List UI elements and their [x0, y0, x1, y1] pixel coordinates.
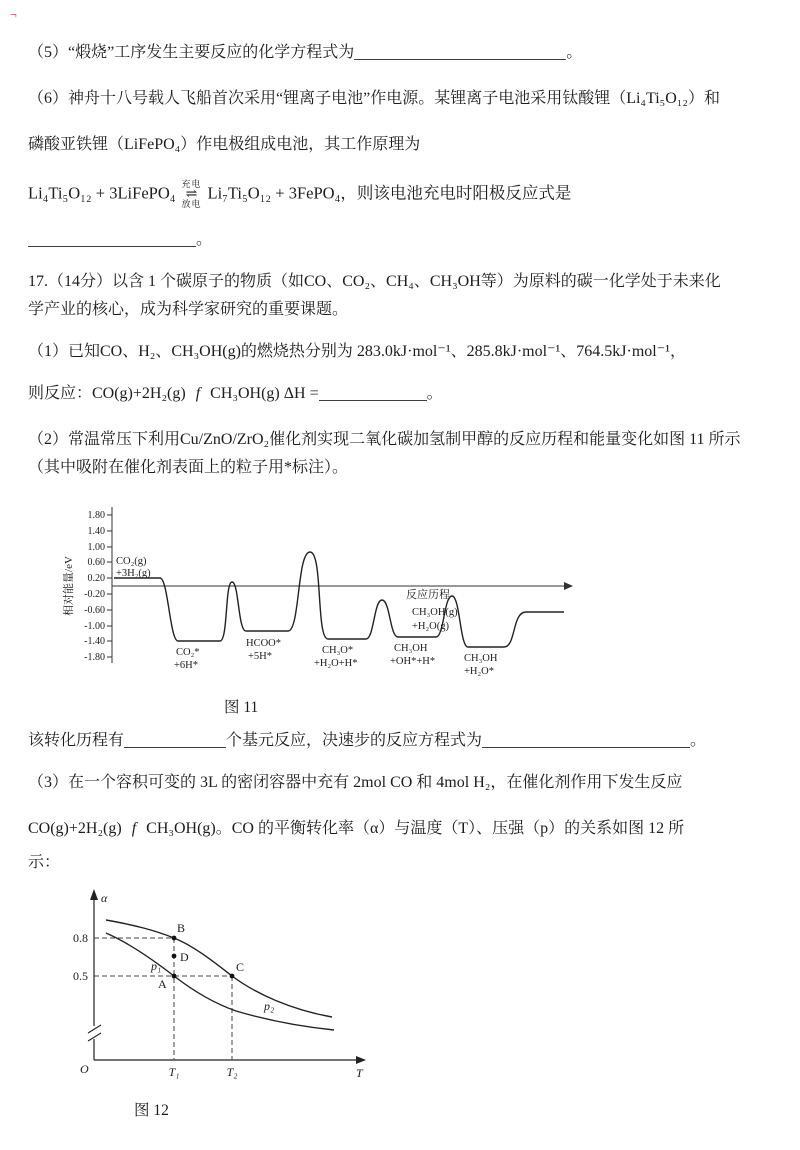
fig11-ytick: -1.00 [84, 621, 105, 632]
fig11-energy-diagram [60, 491, 590, 691]
q17-part1-line1: （1）已知CO、H₂、CH₃OH(g)的燃烧热分别为 283.0kJ·mol⁻¹、285.8kJ·mol⁻¹、764.5kJ·mol⁻¹， [28, 343, 686, 360]
fig11-ytick: -0.60 [84, 605, 105, 616]
fig12-label-B: B [177, 921, 186, 935]
after-fig11-text-a: 该转化历程有 [28, 732, 125, 749]
q17-part3-line2 [28, 818, 774, 840]
fig12-point-B [172, 936, 177, 941]
fig12-caption: 图 12 [134, 1102, 169, 1119]
answer-blank-q16-5 [354, 43, 566, 60]
fig11-label-start-2: +3H₂(g) [116, 568, 151, 579]
fig12-xtick-T1: T₁ [168, 1065, 180, 1079]
figure-12 [44, 880, 774, 1097]
fig12-label-C: C [236, 960, 245, 974]
fig11-label-ch3o-1: CH₃O* [322, 645, 354, 656]
fig11-x-axis-label: 反应历程 [406, 589, 450, 601]
equilibrium-arrow-icon: ⇌ [185, 187, 198, 202]
reaction-arrow-glyph: f [131, 820, 137, 837]
fig12-label-p1: p₁ [151, 959, 162, 973]
answer-blank-deltaH [319, 384, 427, 401]
q17-part3-reaction-left: CO(g)+2H₂(g) [28, 820, 122, 837]
fig12-dashed-guides [94, 938, 232, 1060]
fig12-label-A: A [158, 977, 167, 991]
q17-part2-line1: （2）常温常压下利用Cu/ZnO/ZrO₂催化剂实现二氧化碳加氢制甲醇的反应历程和能量变化如图 11 所示 [28, 431, 741, 448]
fig11-ytick: -1.80 [84, 652, 105, 663]
q16-item6-line2: 磷酸亚铁锂（LiFePO₄）作电极组成电池，其工作原理为 [28, 136, 421, 153]
fig12-x-axis-arrow-icon [356, 1056, 366, 1064]
q17-part3-line1: （3）在一个容积可变的 3L 的密闭容器中充有 2mol CO 和 4mol H₂，在催化剂作用下发生反应 [28, 774, 683, 791]
fig11-label-co2ads-1: CO₂* [176, 647, 200, 658]
fig11-y-axis-label: 相对能量/eV [63, 556, 75, 616]
fig11-ytick: 0.20 [87, 573, 105, 584]
fig12-origin-label: O [80, 1062, 89, 1076]
q17-part1-line2 [28, 383, 774, 405]
fig11-ytick: 1.40 [87, 526, 105, 537]
q17-after-fig11-line [28, 730, 774, 752]
q17-part1-period: 。 [426, 385, 443, 402]
fig11-ytick: -0.20 [84, 589, 105, 600]
q17-stem-line1: 17.（14分）以含 1 个碳原子的物质（如CO、CO₂、CH₄、CH₃OH等）为原料的碳一化学处于未来化 [28, 273, 721, 290]
fig12-xtick-T2: T₂ [226, 1065, 238, 1079]
fig12-curve-p1 [106, 920, 332, 1017]
fig11-label-ch3oh-h2o-1: CH₃OH [464, 653, 498, 664]
figure-11 [60, 491, 774, 696]
battery-equation-right: Li₇Ti₅O₁₂ + 3FePO₄ [207, 183, 341, 203]
answer-blank-elementary-steps [124, 731, 226, 748]
fig12-point-D [172, 954, 177, 959]
q16-item5-period: 。 [566, 44, 583, 61]
fig12-axis-break-icon [88, 1025, 101, 1041]
fig11-ytick: 1.80 [87, 510, 105, 521]
fig11-label-final-2: +H₂O(g) [412, 621, 449, 632]
q17-part2-line2: （其中吸附在催化剂表面上的粒子用*标注）。 [28, 459, 349, 476]
fig12-point-A [172, 974, 177, 979]
fig11-station-labels [116, 556, 498, 677]
q16-item5-line [28, 42, 774, 64]
fig12-y-axis-arrow-icon [90, 889, 98, 900]
fig11-label-ch3oh-oh-2: +OH*+H* [390, 656, 436, 667]
after-fig11-period: 。 [690, 732, 707, 749]
charge-label: 充电 [181, 179, 202, 189]
q16-item6-answer-line [28, 229, 774, 251]
discharge-label: 放电 [181, 199, 202, 209]
fig12-ytick-05: 0.5 [73, 969, 88, 983]
q17-part1-reaction-right: CH₃OH(g) ΔH = [210, 385, 319, 402]
fig11-ytick: 0.60 [87, 557, 105, 568]
q16-item6-period: 。 [196, 231, 213, 248]
after-fig11-text-b: 个基元反应，决速步的反应方程式为 [226, 732, 483, 749]
fig11-energy-curve [114, 552, 564, 647]
fig12-labels [73, 891, 364, 1080]
fig11-label-hcoo-2: +5H* [248, 651, 273, 662]
fig11-label-start-1: CO₂(g) [116, 556, 147, 567]
fig12-x-axis-label: T [356, 1066, 363, 1080]
fig11-label-final-1: CH₃OH(g) [412, 607, 458, 618]
answer-blank-rds-equation [482, 731, 690, 748]
fig11-y-tick-labels [84, 510, 105, 663]
fig11-label-ch3oh-h2o-2: +H₂O* [464, 666, 494, 677]
q16-item6-tail: ，则该电池充电时阳极反应式是 [340, 183, 572, 203]
fig12-axes [94, 894, 360, 1060]
fig11-x-axis [112, 582, 573, 590]
fig11-label-co2ads-2: +6H* [174, 660, 199, 671]
reaction-arrow-glyph: f [195, 385, 201, 402]
fig12-curve-p2 [106, 933, 334, 1030]
fig11-y-axis [107, 507, 112, 663]
q17-part3-rest: CH₃OH(g)。CO 的平衡转化率（α）与温度（T）、压强（p）的关系如图 12 所 [146, 820, 685, 837]
q17-stem-line2: 学产业的核心，成为科学家研究的重要课题。 [28, 301, 349, 318]
q17-part3-line3: 示： [28, 854, 61, 871]
fig11-x-axis-arrow-icon [564, 582, 573, 590]
fig12-label-p2: p₂ [264, 999, 275, 1013]
fig11-ytick: -1.40 [84, 636, 105, 647]
q16-battery-equation-line [28, 180, 774, 209]
fig11-label-ch3o-2: +H₂O+H* [314, 658, 358, 669]
charge-discharge-equilibrium [182, 180, 202, 209]
fig11-caption: 图 11 [224, 699, 259, 716]
corner-watermark: ¬ [10, 7, 17, 21]
fig12-y-axis-label: α [101, 891, 108, 905]
fig11-ytick: 1.00 [87, 542, 105, 553]
fig12-conversion-chart [44, 880, 384, 1092]
q17-part1-reaction-left: 则反应：CO(g)+2H₂(g) [28, 385, 186, 402]
fig11-label-hcoo-1: HCOO* [246, 638, 282, 649]
answer-blank-q16-6 [28, 230, 196, 247]
q16-item6-line1: （6）神舟十八号载人飞船首次采用“锂离子电池”作电源。某锂离子电池采用钛酸锂（Li₄Ti₅O₁₂）和 [28, 90, 720, 107]
battery-equation-left: Li₄Ti₅O₁₂ + 3LiFePO₄ [28, 183, 176, 203]
fig11-label-ch3oh-oh-1: CH₃OH [394, 643, 428, 654]
q16-item5-text: （5）“煅烧”工序发生主要反应的化学方程式为 [28, 44, 355, 61]
fig12-point-C [230, 974, 235, 979]
fig12-label-D: D [180, 950, 189, 964]
fig12-ytick-08: 0.8 [73, 931, 88, 945]
